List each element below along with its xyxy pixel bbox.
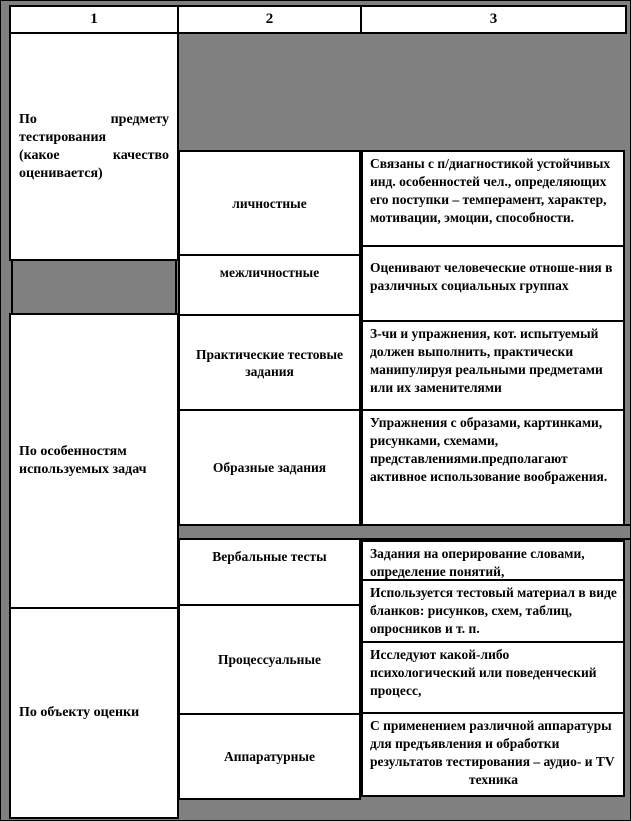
table-header-col2: 2 (177, 5, 362, 34)
cell-hardware-desc (361, 712, 625, 797)
table-header-col1: 1 (9, 5, 179, 34)
cell-processual-desc: Исследуют какой-либо психологический или поведенческий процесс, (361, 641, 625, 714)
cell-processual-label: Процессуальные (178, 604, 361, 715)
cell-verbal-desc: Задания на оперирование словами, определение понятий, (361, 540, 625, 581)
by-tasks-label: По особенностям используемых задач (19, 444, 147, 477)
cell-blank-desc: Используется тестовый материал в виде бланков: рисунков, схем, таблиц, опросников и т. п. (361, 579, 625, 643)
cell-figurative-label: Образные задания (178, 409, 361, 526)
cell-verbal-label: Вербальные тесты (178, 538, 361, 606)
cell-figurative-desc: Упражнения с образами, картинками, рисунками, схемами, представлениями.предполагают активное использование воображения. (361, 409, 625, 526)
shaded-block-top (178, 34, 628, 152)
cell-by-subject (9, 32, 179, 261)
table-header-col3: 3 (360, 5, 627, 34)
cell-practical-desc: З-чи и упражнения, кот. испытуемый должен выполнить, практически манипулируя реальными предметами или их заменителями (361, 320, 625, 411)
cell-hardware-label: Аппаратурные (178, 713, 361, 800)
hardware-desc-text: С применением различной аппаратуры для предъявления и обработки результатов тестирования – аудио- и TV (370, 718, 615, 769)
cell-interpersonal-desc: Оценивают человеческие отноше-ния в различных социальных группах (361, 245, 625, 322)
by-subject-line-1: По предмету (19, 111, 169, 127)
shaded-cell-col1 (11, 259, 177, 315)
cell-practical-label: Практические тестовые задания (178, 314, 361, 411)
by-subject-line-2: тестирования (19, 129, 107, 145)
cell-by-object (9, 607, 179, 819)
cell-by-tasks (9, 313, 179, 609)
cell-personal-label: личностные (178, 150, 361, 256)
hardware-desc-clipped-line: техника (469, 772, 518, 787)
by-object-label: По объекту оценки (19, 705, 140, 720)
by-subject-line-3: (какое качество (19, 147, 169, 163)
cell-interpersonal-label: межличностные (178, 254, 361, 316)
by-subject-line-4: оценивается) (19, 165, 103, 181)
cell-personal-desc: Связаны с п/диагностикой устойчивых инд. особенностей чел., определяющих его поступки – темперамент, характер, мотивации, эмоции, способности. (361, 150, 625, 247)
